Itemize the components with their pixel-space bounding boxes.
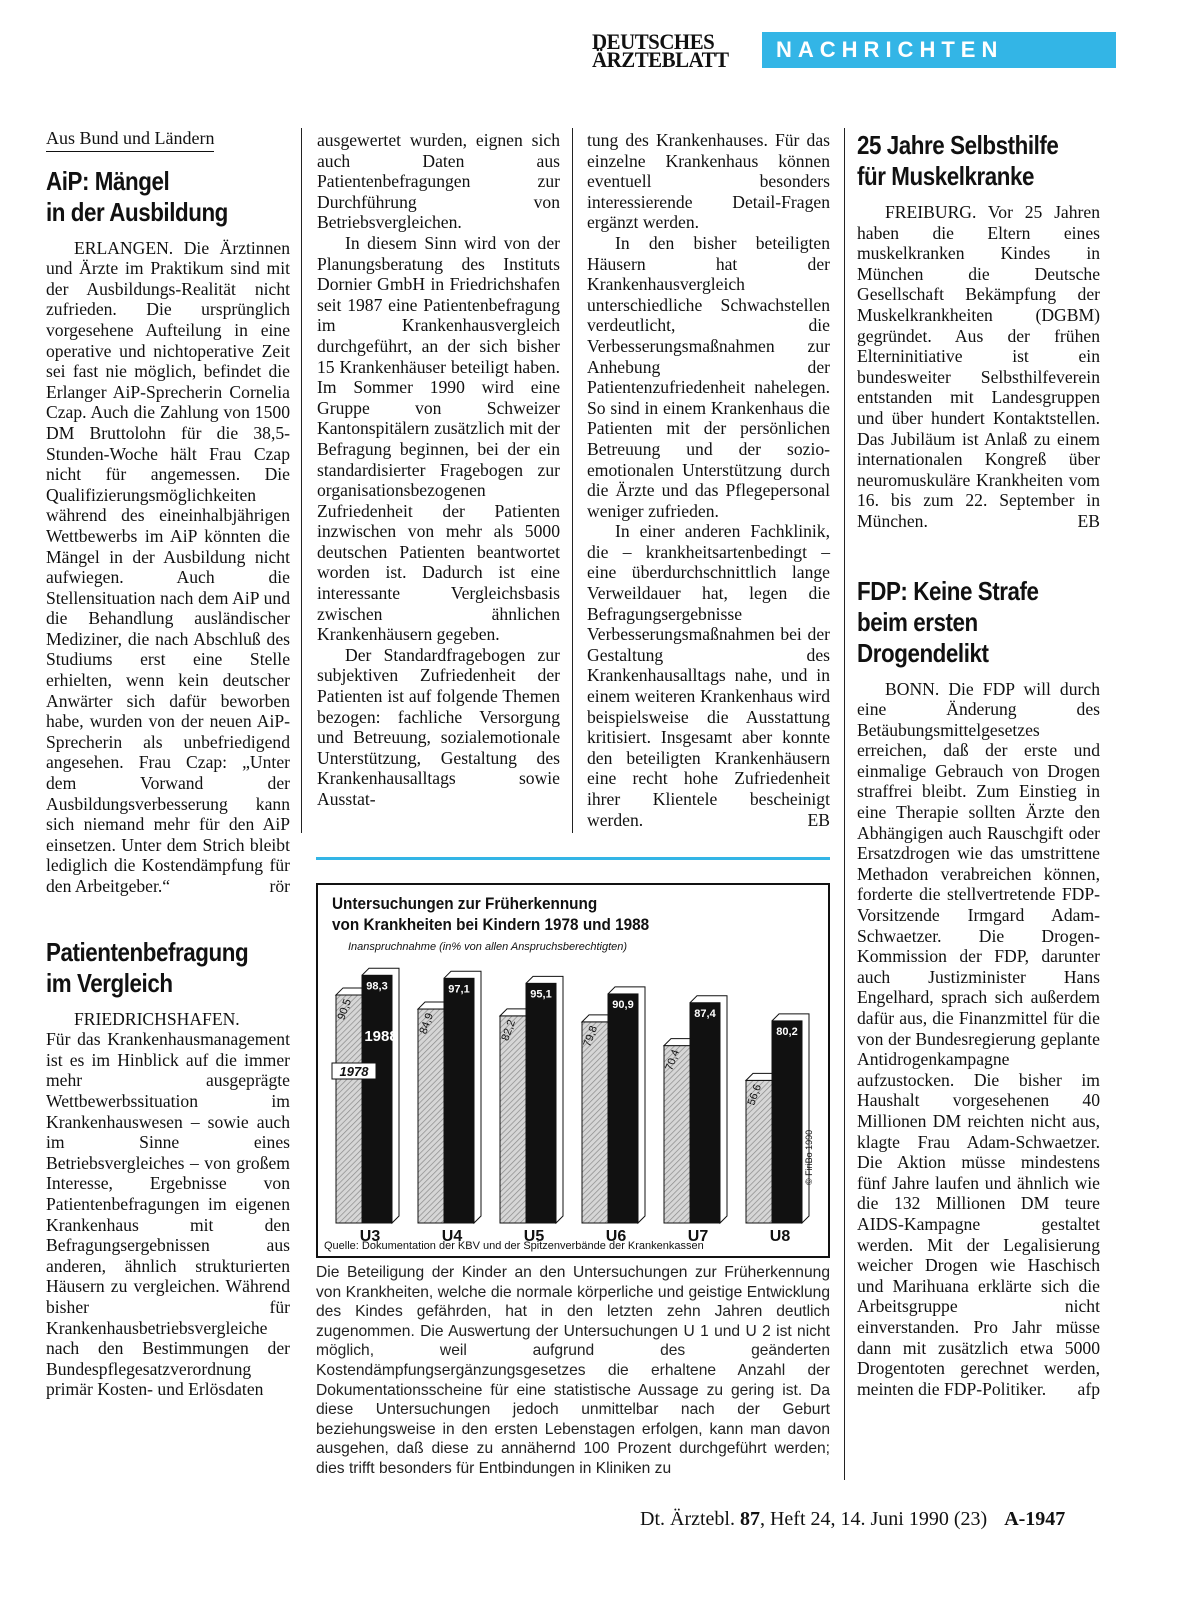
column-divider-2 — [572, 128, 573, 833]
headline-patientenbefragung-line1: Patientenbefragung — [46, 936, 249, 967]
headline-fdp — [857, 576, 1066, 669]
masthead-line2: ÄRZTEBLATT — [592, 47, 729, 72]
category-label-U5: U5 — [523, 1228, 545, 1245]
masthead-line1: DEUTSCHES — [592, 29, 715, 54]
bar-1988-U7 — [690, 1003, 720, 1223]
chart-ylabel: Inanspruchnahme (in% von allen Anspruchsberechtigten) — [348, 941, 628, 953]
headline-selbsthilfe-line1: 25 Jahre Selbsthilfe — [857, 130, 1059, 160]
headline-patientenbefragung — [46, 937, 256, 999]
chart-caption: Die Beteiligung der Kinder an den Untersuchungen zur Früherkennung von Krankheiten, welche die normale körperliche und geistige Entwicklung des Kindes gefährden, hat in den letzten zehn Jahren deutlich zugenommen. Die Auswertung der Untersuchungen U 1 und U 2 ist nicht möglich, weil aufgrund des geänderten Kostendämpfungsergänzungsgesetzes die erhaltene Anzahl der Dokumentationsscheine für eine statistische Aussage zu gering ist. Da diese Untersuchungen jedoch unmittelbar nach der Geburt beziehungsweise in den ersten Lebenstagen erfolgen, kann man davon ausgehen, daß diese zu annähernd 100 Prozent durchgeführt werden; dies trifft besonders für Entbindungen in Kliniken zu — [316, 1264, 830, 1477]
article-patientenbefragung-body: Für das Krankenhausmanagement ist es im Hinblick auf die immer mehr ausgeprägte Wettbewerbssituation im Krankenhauswesen – sowie auch im Sinne eines Betriebsvergleiches – von großem Interesse, Ergebnisse von Patientenbefragungen im eigenen Krankenhaus mit den Befragungsergebnissen aus anderen, ähnlich strukturierten Häusern zu vergleichen. Während bisher für Krankenhausbetriebsvergleiche nach den Bestimmungen der Bundespflegesatzverordnung primär Kosten- und Erlösdaten — [46, 1029, 290, 1400]
column-4 — [857, 130, 1100, 1399]
footer-page-number: A-1947 — [1004, 1508, 1066, 1530]
col2-para-2: In diesem Sinn wird von der Planungsberatung des Instituts Dornier GmbH in Friedrichshafen seit 1987 eine Patientenbefragung im Krankenhausvergleich durchgeführt, an der sich bisher 15 Krankenhäuser beteiligt haben. Im Sommer 1990 wird eine Gruppe von Schweizer Kantonspitälern zusätzlich mit der Befragung beginnen, bei der ein standardisierter Fragebogen zur organisationsbezogenen Zufriedenheit der Patienten inzwischen von mehr als 5000 deutschen Patienten beantwortet worden ist. Dadurch ist eine interessante Vergleichsbasis zwischen ähnlichen Krankenhäusern gegeben. — [317, 232, 560, 645]
headline-patientenbefragung-line2: im Vergleich — [46, 967, 173, 998]
headline-selbsthilfe-line2: für Muskelkranke — [857, 161, 1035, 191]
article-selbsthilfe-signature: EB — [1077, 510, 1100, 531]
series-1978-label: 1978 — [339, 1064, 369, 1079]
col3-para-1: tung des Krankenhauses. Für das einzelne Krankenhaus können eventuell besonders interessierende Detail-Fragen ergänzt werden. — [587, 130, 830, 233]
article-selbsthilfe-body: FREIBURG. Vor 25 Jahren haben die Eltern eines muskelkranken Kindes in München die Deutsche Gesellschaft Bekämpfung der Muskelkrankheiten (DGBM) gegründet. Aus der frühen Elterninitiative ist ein bundesweiter Selbsthilfeverein entstanden mit Landesgruppen und über hundert Kontaktstellen. Das Jubiläum ist Anlaß zu einem internationalen Kongreß über neuromuskuläre Krankheiten vom 16. bis zum 22. September in München. EB — [857, 202, 1100, 531]
column-divider-3 — [844, 128, 845, 1480]
chart-credit: © FiriBo 1990 — [804, 1129, 814, 1185]
article-aip-body: ERLANGEN. Die Ärztinnen und Ärzte im Praktikum sind mit der Ausbildungs-Realität nicht zufrieden. Die ursprünglich vorgesehene Aufteilung in eine operative und nichtoperative Zeit sei fast nie möglich, befindet die Erlanger AiP-Sprecherin Cornelia Czap. Auch die Zahlung von 1500 DM Bruttolohn für die 38,5-Stunden-Woche hält Frau Czap nicht für angemessen. Die Qualifizierungsmöglichkeiten während des eineinhalbjährigen Wettbewerbs im AiP könnten die Mängel in der Ausbildung nicht aufwiegen. Auch die Stellensituation nach dem AiP und die Behandlung ausländischer Mediziner, die nach Abschluß des Studiums erst eine Stelle erhielten, wenn kein deutscher Anwärter sich dafür beworben habe, wurden von der neuen AiP-Sprecherin als unbefriedigend angesehen. Frau Czap: „Unter dem Vorwand der Ausbildungsverbesserung kann sich niemand mehr für den AiP einsetzen. Unter dem Strich bleibt lediglich die Kostendämpfung für den Arbeitgeber.“ rör — [46, 237, 290, 896]
col2-para-3: Der Standardfragebogen zur subjektiven Zufriedenheit der Patienten ist auf folgende Themen bezogen: fachliche Versorgung und Betreuung, sozialemotionale Unterstützung, Gestaltung des Krankenhausalltags sowie Ausstat- — [317, 644, 560, 809]
label-1988-U4: 97,1 — [448, 983, 470, 996]
column-2 — [317, 130, 560, 810]
chart-title — [332, 893, 649, 935]
headline-aip-line2: in der Ausbildung — [46, 196, 228, 227]
bar-1988-U3 — [362, 975, 392, 1223]
chart-title-line1: Untersuchungen zur Früherkennung — [332, 894, 598, 913]
col3-para-2: In den bisher beteiligten Häusern hat der Krankenhausvergleich unterschiedliche Schwachstellen verdeutlicht, die Verbesserungsmaßnahmen zur Anhebung der Patientenzufriedenheit nahelegen. So sind in einem Krankenhaus die Patienten mit der persönlichen Betreuung und der sozio-emotionalen Unterstützung durch die Ärzte und das Pflegepersonal weniger zufrieden. — [587, 232, 830, 521]
kicker: Aus Bund und Ländern — [46, 128, 214, 152]
chart-title-line2: von Krankheiten bei Kindern 1978 und 1988 — [332, 915, 650, 934]
column-3 — [587, 130, 830, 830]
column-1 — [46, 128, 290, 1400]
label-1978-U7: 70,4 — [663, 1048, 683, 1073]
section-banner: NACHRICHTEN — [762, 32, 1116, 68]
footer-citation — [640, 1508, 1065, 1531]
label-1988-U3: 98,3 — [366, 980, 388, 993]
label-1988-U7: 87,4 — [694, 1007, 716, 1020]
category-label-U3: U3 — [359, 1228, 381, 1245]
label-1978-U3: 90,5 — [335, 997, 355, 1022]
headline-fdp-line3: Drogendelikt — [857, 637, 989, 668]
footer-volume: 87 — [739, 1508, 760, 1530]
label-1988-U6: 90,9 — [612, 998, 634, 1011]
headline-aip — [46, 166, 256, 228]
headline-fdp-line1: FDP: Keine Strafe — [857, 575, 1039, 606]
col3-para-3: In einer anderen Fachklinik, die – krankheitsartenbedingt – eine überdurchschnittlich lange Verweildauer hat, legen die Befragungsergebnisse Verbesserungsmaßnahmen bei der Gestaltung des Krankenhausalltags nahe, und in einem weiteren Krankenhaus wird beispielsweise die Ausstattung kritisiert. Insgesamt aber konnte den beteiligten Krankenhäusern eine recht hohe Zufriedenheit ihrer Klientele bescheinigt werden. EB — [587, 521, 830, 830]
column-divider-1 — [301, 128, 302, 833]
article-fdp-body: BONN. Die FDP will durch eine Änderung des Betäubungsmittelgesetzes erreichen, daß der erste und einmalige Gebrauch von Drogen straffrei bleibt. Zum Einstieg in eine Therapie sollten Ärzte den Abhängigen auch Rauschgift oder Ersatzdrogen wie das umstrittene Methadon verabreichen können, forderte die stellvertretende FDP-Vorsitzende Irmgard Adam-Schwaetzer. Die Drogen-Kommission der FDP, darunter auch Justizminister Hans Engelhard, sprach sich außerdem dafür aus, die Finanzmittel für die von der Bundesregierung geplante Antidrogenkampagne aufzustocken. Die bisher im Haushalt vorgesehenen 40 Millionen DM reichten nicht aus, klagte Frau Adam-Schwaetzer. Die Aktion müsse mindestens fünf Jahre laufen und ähnlich wie die 132 Millionen DM teure AIDS-Kampagne gestaltet werden. Mit der Legalisierung weicher Drogen wie Haschisch und Marihuana erklärte sich die Arbeitsgruppe nicht einverstanden. Pro Jahr müsse dann mit zusätzlich etwa 5000 Drogentoten gerechnet werden, meinten die FDP-Politiker. afp — [857, 678, 1100, 1399]
chart-source: Quelle: Dokumentation der KBV und der Spitzenverbände der Krankenkassen — [324, 1240, 704, 1252]
headline-selbsthilfe — [857, 130, 1066, 192]
masthead-logo — [592, 29, 762, 73]
label-1988-U5: 95,1 — [530, 988, 552, 1001]
category-label-U4: U4 — [441, 1228, 463, 1245]
category-label-U6: U6 — [605, 1228, 627, 1245]
bar-1988-U4 — [444, 978, 474, 1223]
category-label-U8: U8 — [769, 1228, 791, 1245]
chart-plot — [318, 955, 828, 1245]
col2-para-1: ausgewertet wurden, eignen sich auch Daten aus Patientenbefragungen zur Durchführung von Betriebsvergleichen. — [317, 130, 560, 233]
col3-signature: EB — [807, 809, 830, 830]
bar-1988-U6 — [608, 994, 638, 1223]
series-1988-label: 1988 — [364, 1028, 398, 1045]
headline-fdp-line2: beim ersten — [857, 606, 978, 637]
footer-issue: , Heft 24, 14. Juni 1990 (23) — [759, 1508, 988, 1530]
label-1978-U8: 56,6 — [745, 1082, 765, 1108]
bar-1988-U5 — [526, 983, 556, 1223]
article-patientenbefragung-dateline: FRIEDRICHSHAFEN. — [74, 1008, 240, 1029]
chart-box — [316, 883, 830, 1258]
chart-top-rule — [316, 857, 830, 860]
footer-journal: Dt. Ärztebl. — [640, 1508, 735, 1530]
label-1978-U4: 84,9 — [417, 1011, 437, 1036]
headline-aip-line1: AiP: Mängel — [46, 165, 170, 196]
label-1988-U8: 80,2 — [776, 1025, 798, 1038]
category-label-U7: U7 — [687, 1228, 709, 1245]
article-aip-signature: rör — [269, 876, 290, 896]
bar-1988-U8 — [772, 1021, 802, 1223]
label-1978-U6: 79,8 — [581, 1024, 601, 1049]
article-fdp-signature: afp — [1077, 1378, 1100, 1399]
label-1978-U5: 82,2 — [499, 1018, 519, 1043]
